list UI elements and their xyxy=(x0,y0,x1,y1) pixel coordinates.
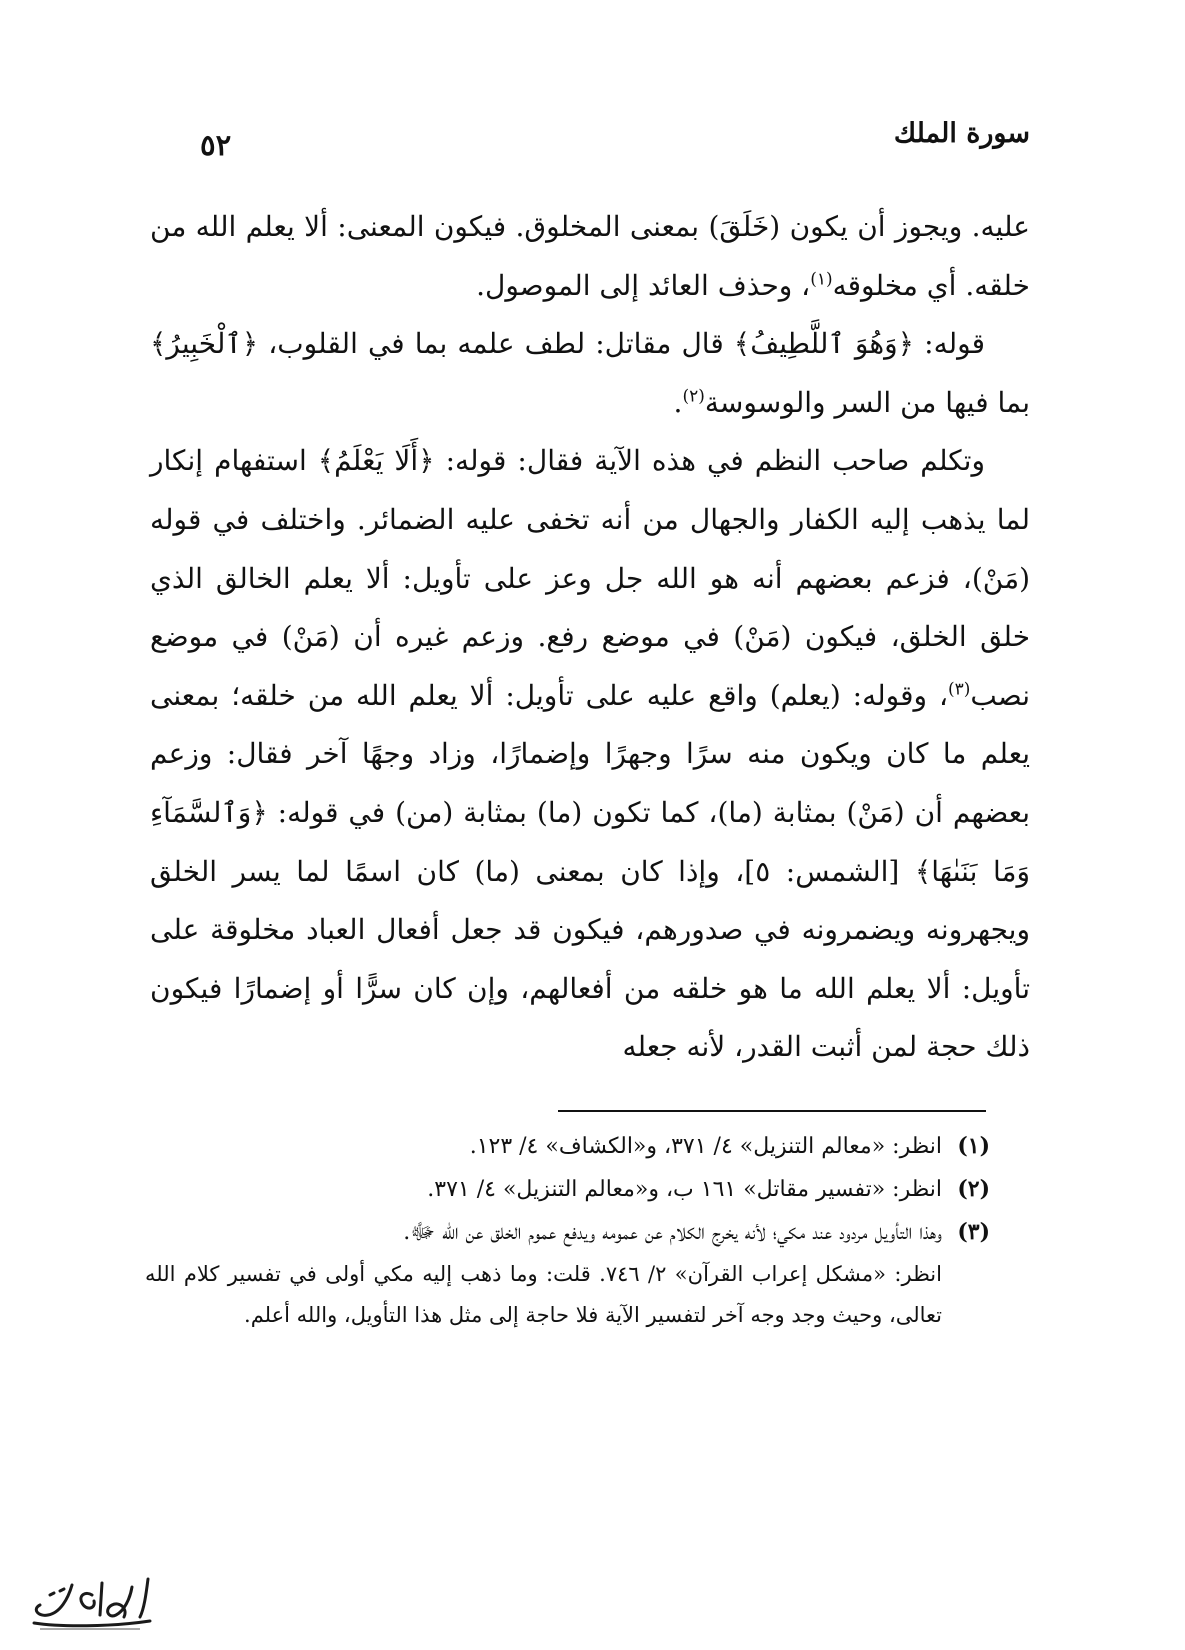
footnote-ref: (٢) xyxy=(682,386,705,407)
footnotes xyxy=(145,1125,990,1336)
paragraph-text: عليه. ويجوز أن يكون (خَلَقَ) بمعنى المخلوق. فيكون المعنى: ألا يعلم الله من خلقه. أي مخلوقه xyxy=(150,210,1030,302)
paragraph xyxy=(150,198,1030,315)
paragraph xyxy=(150,432,1030,1077)
paragraph-text: وتكلم صاحب النظم في هذه الآية فقال: قوله: ﴿أَلَا يَعْلَمُ﴾ استفهام إنكار لما يذهب إليه الكفار والجهال من أنه تخفى عليه الضمائر. واختلف في قوله (مَنْ)، فزعم بعضهم أنه هو الله جل وعز على تأويل: ألا يعلم الخالق الذي خلق الخلق، فيكون (مَنْ) في موضع رفع. وزعم غيره أن (مَنْ) في موضع نصب xyxy=(150,444,1030,712)
footnote xyxy=(145,1125,990,1168)
footnote-ref: (١) xyxy=(810,269,833,290)
footnote-number: (٣) xyxy=(957,1219,990,1245)
footnote xyxy=(145,1211,990,1254)
footnote xyxy=(145,1168,990,1211)
footnote-ref: (٣) xyxy=(948,679,971,700)
paragraph xyxy=(150,315,1030,432)
paragraph-text-tail: . xyxy=(673,385,683,419)
paragraph-text-tail: ، وحذف العائد إلى الموصول. xyxy=(476,268,811,302)
footnote-text: انظر: «معالم التنزيل» ٤/ ٣٧١، و«الكشاف» ٤/ ١٢٣. xyxy=(469,1134,942,1159)
main-text xyxy=(150,198,1030,1077)
footnote-text: وهذا التأويل مردود عند مكي؛ لأنه يخرج الكلام عن عمومه ويدفع عموم الخلق عن الله ﷻ. xyxy=(403,1220,942,1245)
footnote-number: (٢) xyxy=(957,1176,990,1202)
paragraph-text: قوله: ﴿وَهُوَ ٱللَّطِيفُ﴾ قال مقاتل: لطف علمه بما في القلوب، ﴿ٱلْخَبِيرُ﴾ بما فيها من السر والوسوسة xyxy=(150,327,1030,419)
footnote-number: (١) xyxy=(957,1133,990,1159)
surah-title: سورة الملك xyxy=(893,118,1030,149)
footnote-separator xyxy=(558,1110,986,1112)
calligraphy-stamp-logo xyxy=(20,1565,160,1637)
paragraph-text-tail: ، وقوله: (يعلم) واقع عليه على تأويل: ألا يعلم الله من خلقه؛ بمعنى يعلم ما كان ويكون منه سرًا وجهرًا وإضمارًا، وزاد وجهًا آخر فقال: وزعم بعضهم أن (مَنْ) بمثابة (ما)، كما تكون (ما) بمثابة (من) في قوله: ﴿وَٱلسَّمَآءِ وَمَا بَنَىٰهَا﴾ [الشمس: ٥]، وإذا كان بمعنى (ما) كان اسمًا لما يسر الخلق ويجهرونه ويضمرونه في صدورهم، فيكون قد جعل أفعال العباد مخلوقة على تأويل: ألا يعلم الله ما هو خلقه من أفعالهم، وإن كان سرًّا أو إضمارًا فيكون ذلك حجة لمن أثبت القدر، لأنه جعله xyxy=(150,678,1030,1064)
footnote-continuation: انظر: «مشكل إعراب القرآن» ٢/ ٧٤٦. قلت: وما ذهب إليه مكي أولى في تفسير كلام الله تعالى، وحيث وجد وجه آخر لتفسير الآية فلا حاجة إلى مثل هذا التأويل، والله أعلم. xyxy=(145,1262,942,1327)
footnote-text: انظر: «تفسير مقاتل» ١٦١ ب، و«معالم التنزيل» ٤/ ٣٧١. xyxy=(427,1177,942,1202)
page-number: ٥٢ xyxy=(200,128,232,162)
page-header xyxy=(200,118,1030,168)
